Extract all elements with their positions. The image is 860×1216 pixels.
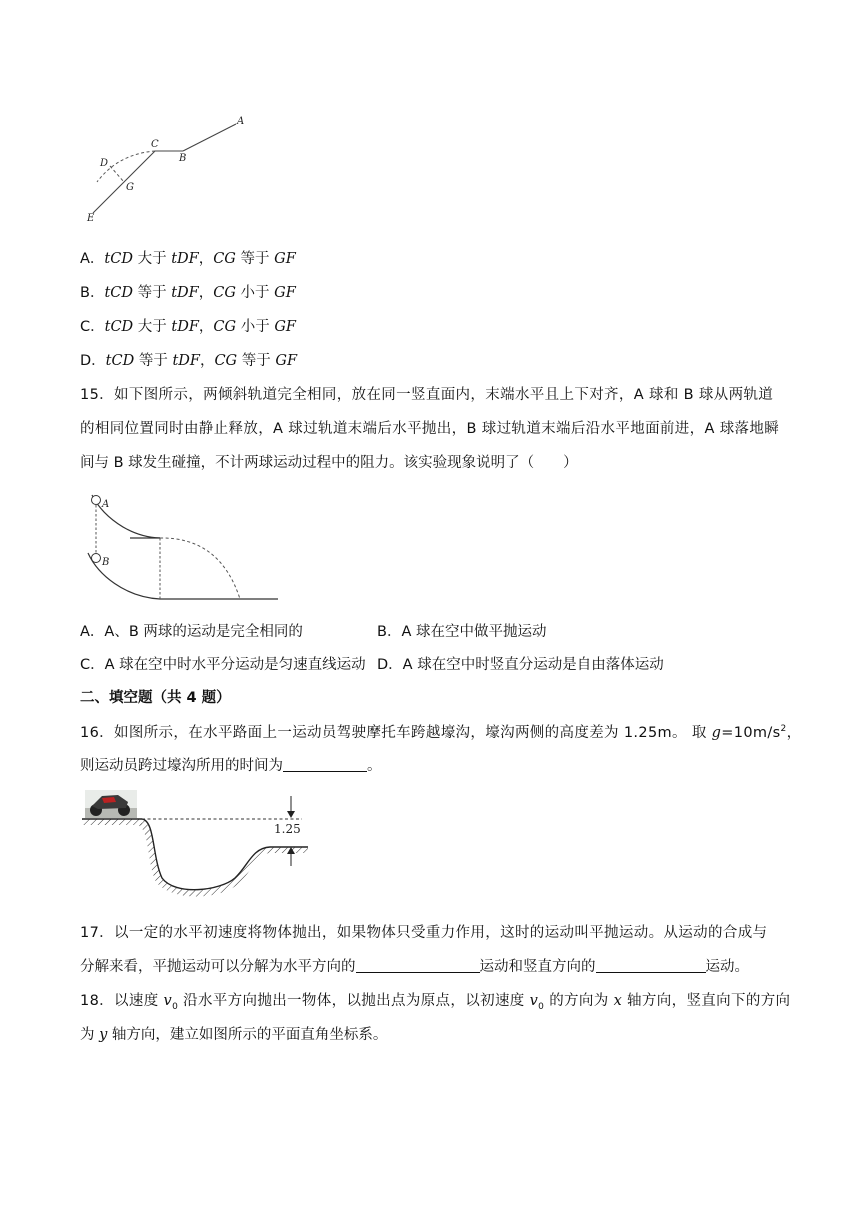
figure-two-tracks [80,485,285,605]
text: 沿水平方向抛出一物体，以抛出点为原点，以初速度 [178,993,530,1009]
relation: 小于 [235,285,275,301]
var-x: x [613,993,623,1009]
answer-blank[interactable] [283,758,367,772]
var: tDF [171,285,199,301]
line-d-g-dashed [110,166,124,182]
subscript: 0 [538,1001,545,1012]
q14-option-b[interactable] [80,281,296,302]
relation: 等于 [237,353,276,369]
section-heading: 二、填空题（共 4 题） [80,690,231,706]
separator: ， [198,319,214,335]
label-e: E [87,213,95,224]
text: 运动和竖直方向的 [479,959,596,975]
text: 则运动员跨过壕沟所用的时间为 [80,758,283,774]
arrow-top-head [287,811,295,818]
height-label: 1.25 [274,822,301,836]
var-v: v [163,993,173,1009]
subscript: 0 [172,1001,179,1012]
label-a: A [237,116,245,127]
figure-motorcycle-ditch [80,786,310,906]
var: tDF [172,353,200,369]
q15-option-a[interactable]: A．A、B 两球的运动是完全相同的 [80,624,303,640]
lower-track [88,553,278,599]
q15-stem-line-2: 的相同位置同时由静止释放，A 球过轨道末端后水平抛出，B 球过轨道末端后沿水平地面前进，A 球落地瞬 [80,421,780,437]
separator: ， [199,353,215,369]
text: =10m/s [721,725,781,741]
var: CG [213,251,236,267]
option-letter: C． [80,319,105,335]
relation: 小于 [236,319,275,335]
ball-a [92,496,101,505]
var: tCD [105,353,135,369]
relation: 等于 [133,285,172,301]
text: ， [786,725,802,741]
left-ground-hatch [82,819,142,825]
q16-stem-line-1 [80,721,801,742]
var: tDF [171,319,199,335]
motorcycle-image [85,790,137,818]
q15-option-c[interactable]: C．A 球在空中时水平分运动是匀速直线运动 [80,657,366,673]
text: 运动。 [705,959,749,975]
q17-stem-line-1: 17．以一定的水平初速度将物体抛出，如果物体只受重力作用，这时的运动叫平抛运动。从运动的合成与 [80,925,768,941]
option-letter: D． [80,353,106,369]
text: 16．如图所示，在水平路面上一运动员驾驶摩托车跨越壕沟，壕沟两侧的高度差为 1.25m。 取 [80,725,712,741]
var-g: g [711,725,722,741]
text: 轴方向，竖直向下的方向 [622,993,791,1009]
q15-stem-line-1: 15．如下图所示，两倾斜轨道完全相同，放在同一竖直面内，末端水平且上下对齐，A 球和 B 球从两轨道 [80,387,774,403]
answer-blank-vertical[interactable] [596,959,706,973]
ball-b [92,554,101,563]
superscript: 2 [780,724,787,735]
q15-stem-line-3: 间与 B 球发生碰撞，不计两球运动过程中的阻力。该实验现象说明了（ ） [80,455,578,471]
var: CG [213,285,236,301]
relation: 大于 [132,251,172,267]
q16-stem-line-2 [80,754,382,775]
q14-option-a[interactable] [80,247,296,268]
text: 的方向为 [544,993,614,1009]
relation: 大于 [133,319,172,335]
label-d: D [100,158,109,169]
q15-option-d[interactable]: D．A 球在空中时竖直分运动是自由落体运动 [377,657,664,673]
option-letter: A． [80,251,105,267]
relation: 等于 [235,251,275,267]
label-a: A [102,499,110,510]
projectile-path-dashed [160,538,240,599]
option-letter: B． [80,285,105,301]
q17-stem-line-2 [80,955,749,976]
var: GF [275,353,298,369]
answer-blank-horizontal[interactable] [356,959,480,973]
var: GF [274,319,296,335]
var: GF [274,251,296,267]
figure-incline-geometry [80,110,270,225]
var: GF [274,285,296,301]
var: CG [213,319,237,335]
relation: 等于 [134,353,173,369]
text: 18．以速度 [80,993,164,1009]
label-c: C [151,139,159,150]
q14-option-c[interactable] [80,315,296,336]
text: 分解来看，平抛运动可以分解为水平方向的 [80,959,356,975]
q18-stem-line-2 [80,1023,387,1044]
var: tCD [104,251,133,267]
label-g: G [126,182,134,193]
var: tDF [171,251,199,267]
separator: ， [198,285,214,301]
var-v: v [529,993,539,1009]
separator: ， [198,251,214,267]
q18-stem-line-1 [80,989,790,1012]
label-b: B [179,153,187,164]
q14-option-d[interactable] [80,349,297,370]
line-a-b [183,124,236,151]
label-b: B [102,557,110,568]
text: 轴方向，建立如图所示的平面直角坐标系。 [107,1027,388,1043]
text: 为 [80,1027,100,1043]
var: tCD [104,319,134,335]
var: CG [214,353,238,369]
var: tCD [104,285,133,301]
text: 。 [367,758,382,774]
q15-option-b[interactable]: B．A 球在空中做平抛运动 [377,624,547,640]
var-y: y [99,1027,108,1043]
